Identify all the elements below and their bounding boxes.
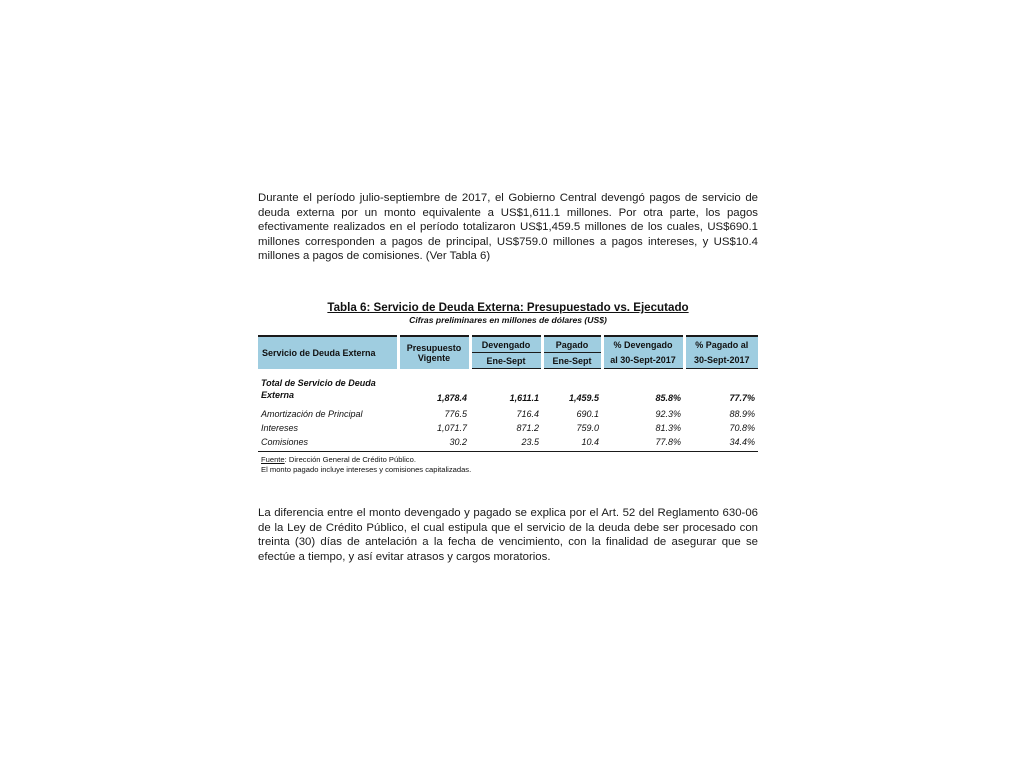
- row-paid: 690.1: [576, 409, 599, 419]
- total-accrued: 1,611.1: [509, 393, 539, 403]
- row-accrued: 23.5: [470, 435, 542, 452]
- table-subtitle: Cifras preliminares en millones de dólares (US$): [409, 315, 607, 325]
- row-label: Amortización de Principal: [261, 409, 363, 419]
- row-pct-paid: 88.9%: [729, 409, 755, 419]
- total-paid: 1,459.5: [568, 393, 599, 403]
- row-paid: 10.4: [542, 435, 602, 452]
- row-accrued: 716.4: [516, 409, 539, 419]
- table-row: [258, 407, 758, 421]
- row-label: Intereses: [261, 423, 299, 433]
- row-label: Comisiones: [258, 435, 398, 452]
- header-pct-paid-line2: 30-Sept-2017: [684, 353, 758, 369]
- total-label-line1: Total de Servicio de Deuda: [261, 378, 376, 388]
- source-label: Fuente: [261, 455, 285, 464]
- table-title: Tabla 6: Servicio de Deuda Externa: Presupuestado vs. Ejecutado: [327, 301, 689, 314]
- header-paid-period: Ene-Sept: [542, 353, 602, 369]
- header-pct-accrued-line1: % Devengado: [602, 336, 684, 353]
- row-budget: 30.2: [398, 435, 470, 452]
- table-row: [258, 421, 758, 435]
- header-accrued-period: Ene-Sept: [470, 353, 542, 369]
- row-accrued: 871.2: [516, 423, 539, 433]
- row-budget: 1,071.7: [436, 423, 467, 433]
- total-pct-paid: 77.7%: [729, 393, 755, 403]
- row-pct-paid: 34.4%: [684, 435, 758, 452]
- table-row-total: [258, 377, 758, 403]
- table-source: [261, 455, 471, 475]
- header-budget: [398, 336, 470, 369]
- header-concept: Servicio de Deuda Externa: [258, 336, 398, 369]
- row-paid: 759.0: [576, 423, 599, 433]
- total-pct-accrued: 85.8%: [655, 393, 681, 403]
- debt-service-table: [258, 335, 758, 452]
- row-pct-accrued: 92.3%: [655, 409, 681, 419]
- header-budget-line2: Vigente: [417, 352, 451, 363]
- total-budget: 1,878.4: [436, 393, 467, 403]
- row-pct-accrued: 81.3%: [655, 423, 681, 433]
- header-paid: Pagado: [542, 336, 602, 353]
- source-note: El monto pagado incluye intereses y comisiones capitalizadas.: [261, 465, 472, 474]
- source-text: : Dirección General de Crédito Público.: [284, 455, 416, 464]
- explanation-paragraph: La diferencia entre el monto devengado y pagado se explica por el Art. 52 del Reglamento 630-06 de la Ley de Crédito Público, el cual estipula que el servicio de la deuda debe ser procesado con treinta (30) días de antelación a la fecha de vencimiento, con la finalidad de asegurar que se efectúe a tiempo, y así evitar atrasos y cargos moratorios.: [258, 507, 758, 563]
- table-row: [258, 435, 758, 452]
- row-pct-paid: 70.8%: [729, 423, 755, 433]
- header-accrued: Devengado: [470, 336, 542, 353]
- total-label-line2: Externa: [261, 390, 295, 400]
- header-pct-paid-line1: % Pagado al: [684, 336, 758, 353]
- row-pct-accrued: 77.8%: [602, 435, 684, 452]
- row-budget: 776.5: [444, 409, 467, 419]
- source-line: [261, 455, 471, 465]
- header-pct-accrued-line2: al 30-Sept-2017: [602, 353, 684, 369]
- intro-paragraph: Durante el período julio-septiembre de 2017, el Gobierno Central devengó pagos de servicio de deuda externa por un monto equivalente a US$1,611.1 millones. Por otra parte, los pagos efectivamente realizados en el período totalizaron US$1,459.5 millones de los cuales, US$690.1 millones corresponden a pagos de principal, US$759.0 millones a pagos intereses, y US$10.4 millones a pagos de comisiones. (Ver Tabla 6): [258, 192, 758, 262]
- header-budget-line1: Presupuesto: [406, 342, 462, 353]
- total-label: [258, 377, 398, 403]
